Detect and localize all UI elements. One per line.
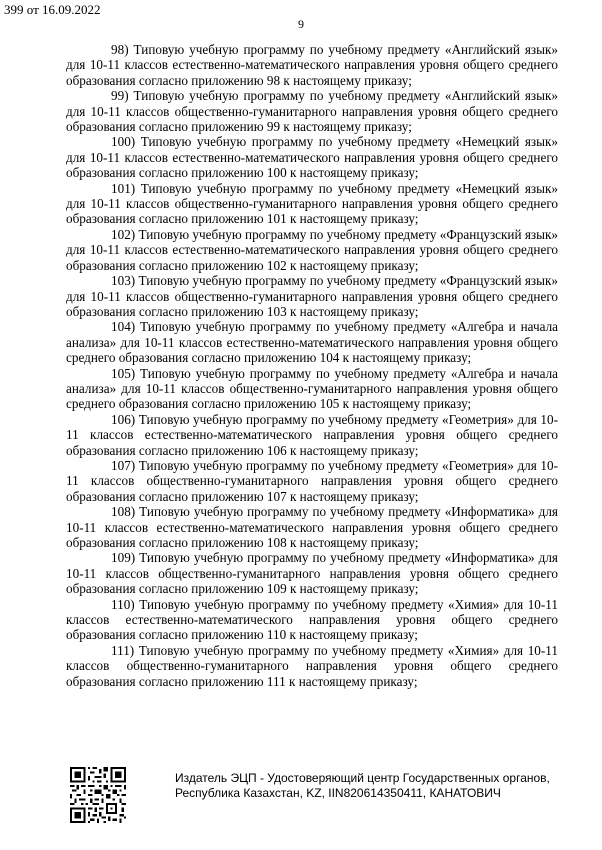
publisher-info [175, 771, 550, 801]
publisher-line-1: Издатель ЭЦП - Удостоверяющий центр Государственных органов, [175, 771, 550, 785]
list-item: 110) Типовую учебную программу по учебному предмету «Химия» для 10-11 классов естественно-математического направления уровня общего среднего образования согласно приложению 110 к настоящему приказу; [66, 596, 558, 643]
signature-footer [60, 763, 580, 823]
list-item: 103) Типовую учебную программу по учебному предмету «Французский язык» для 10-11 классов общественно-гуманитарного направления уровня общего среднего образования согласно приложению 103 к настоящему приказу; [66, 273, 558, 319]
publisher-line-2: Республика Казахстан, KZ, IIN820614350411, КАНАТОВИЧ [175, 786, 501, 800]
list-item: 98) Типовую учебную программу по учебному предмету «Английский язык» для 10-11 классов естественно-математического направления уровня общего среднего образования согласно приложению 98 к настоящему приказу; [66, 42, 558, 88]
list-item: 107) Типовую учебную программу по учебному предмету «Геометрия» для 10-11 классов общественно-гуманитарного направления уровня общего среднего образования согласно приложению 107 к настоящему приказу; [66, 457, 558, 504]
list-item: 105) Типовую учебную программу по учебному предмету «Алгебра и начала анализа» для 10-11 классов общественно-гуманитарного направления уровня общего среднего образования согласно приложению 105 к настоящему приказу; [66, 365, 558, 412]
document-number: 399 от 16.09.2022 [4, 2, 101, 17]
list-item: 101) Типовую учебную программу по учебному предмету «Немецкий язык» для 10-11 классов общественно-гуманитарного направления уровня общего среднего образования согласно приложению 101 к настоящему приказу; [66, 180, 558, 227]
list-item: 100) Типовую учебную программу по учебному предмету «Немецкий язык» для 10-11 классов естественно-математического направления уровня общего среднего образования согласно приложению 100 к настоящему приказу; [66, 134, 558, 181]
list-item: 102) Типовую учебную программу по учебному предмету «Французский язык» для 10-11 классов естественно-математического направления уровня общего среднего образования согласно приложению 102 к настоящему приказу; [66, 226, 558, 273]
list-item: 109) Типовую учебную программу по учебному предмету «Информатика» для 10-11 классов общественно-гуманитарного направления уровня общего среднего образования согласно приложению 109 к настоящему приказу; [66, 550, 558, 597]
list-item: 108) Типовую учебную программу по учебному предмету «Информатика» для 10-11 классов естественно-математического направления уровня общего среднего образования согласно приложению 108 к настоящему приказу; [66, 504, 558, 550]
list-item: 111) Типовую учебную программу по учебному предмету «Химия» для 10-11 классов общественно-гуманитарного направления уровня общего среднего образования согласно приложению 111 к настоящему приказу; [66, 642, 558, 689]
document-body [66, 42, 558, 689]
list-item: 106) Типовую учебную программу по учебному предмету «Геометрия» для 10-11 классов естественно-математического направления уровня общего среднего образования согласно приложению 106 к настоящему приказу; [66, 411, 558, 458]
page-number: 9 [298, 17, 304, 31]
list-item: 99) Типовую учебную программу по учебному предмету «Английский язык» для 10-11 классов общественно-гуманитарного направления уровня общего среднего образования согласно приложению 99 к настоящему приказу; [66, 88, 558, 135]
qr-code-icon [70, 767, 126, 823]
list-item: 104) Типовую учебную программу по учебному предмету «Алгебра и начала анализа» для 10-11 классов естественно-математического направления уровня общего среднего образования согласно приложению 104 к настоящему приказу; [66, 319, 558, 366]
